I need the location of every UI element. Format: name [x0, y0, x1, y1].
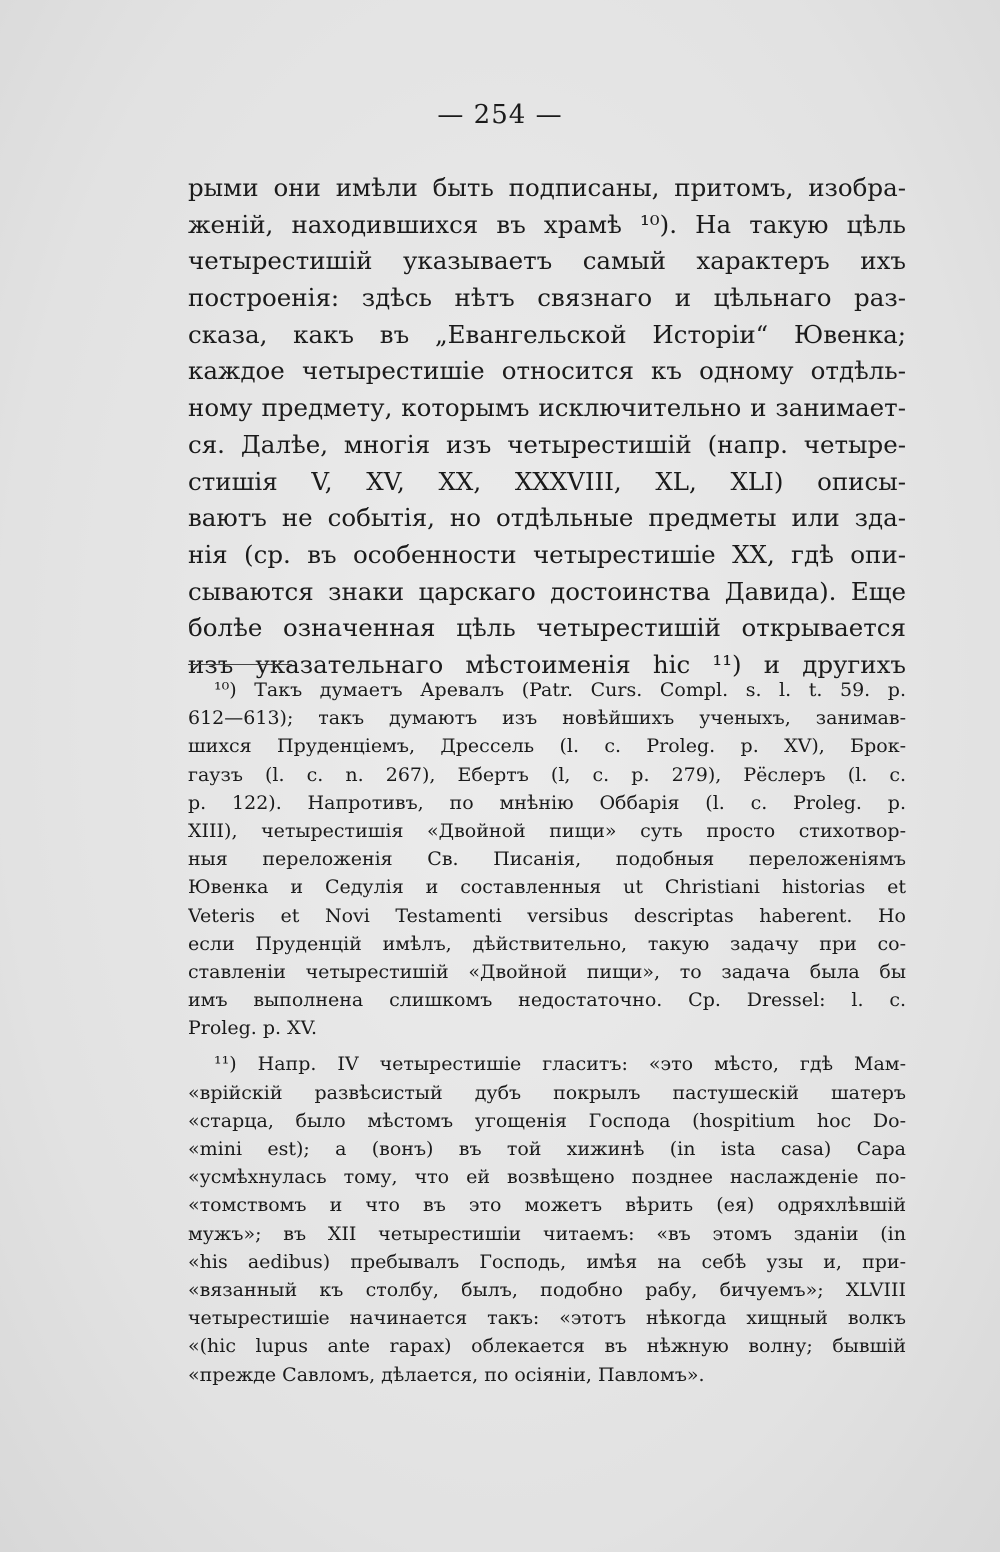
footnote-line: Ювенка и Седулія и составленныя ut Christiani historias et: [188, 876, 906, 899]
footnote-line: 612—613); такъ думаютъ изъ новѣйшихъ ученыхъ, занимав-: [188, 707, 906, 730]
footnote-line: если Пруденцій имѣлъ, дѣйствительно, такую задачу при со-: [188, 932, 906, 955]
body-line: четырестишій указываетъ самый характеръ ихъ: [188, 246, 906, 276]
footnote-line: p. 122). Напротивъ, по мнѣнію Оббарія (l. c. Proleg. p.: [188, 791, 906, 814]
body-line: каждое четырестишіе относится къ одному отдѣль-: [188, 356, 906, 386]
page-number: — 254 —: [437, 100, 563, 130]
footnote-line: шихся Пруденціемъ, Дрессель (l. c. Proleg. p. XV), Брок-: [188, 735, 906, 758]
body-line: ному предмету, которымъ исключительно и занимает-: [188, 393, 906, 423]
footnote-line: «усмѣхнулась тому, что ей возвѣщено позднее наслажденіе по-: [188, 1166, 906, 1189]
footnote-line: четырестишіе начинается такъ: «этотъ нѣкогда хищный волкъ: [188, 1307, 906, 1330]
footnote-line: «врійскій развѣсистый дубъ покрылъ пастушескій шатеръ: [188, 1081, 906, 1104]
body-line: построенія: здѣсь нѣтъ связнаго и цѣльнаго раз-: [188, 283, 906, 313]
body-line: ся. Далѣе, многія изъ четырестишій (напр. четыре-: [188, 429, 906, 459]
footnote-line: ставленіи четырестишій «Двойной пищи», то задача была бы: [188, 960, 906, 983]
footnote-line: имъ выполнена слишкомъ недостаточно. Ср. Dressel: l. c.: [188, 989, 906, 1012]
footnote-line: Proleg. p. XV.: [188, 1017, 318, 1040]
footnote-line: ныя переложенія Св. Писанія, подобныя переложеніямъ: [188, 848, 906, 871]
body-line: изъ указательнаго мѣстоименія hic ¹¹) и другихъ: [188, 649, 906, 679]
body-line: болѣе означенная цѣль четырестишій открывается: [188, 613, 906, 643]
footnote-line: XIII), четырестишія «Двойной пищи» суть просто стихотвор-: [188, 819, 906, 842]
footnote-divider: [188, 664, 292, 665]
footnote-line: «(hic lupus ante rapax) облекается въ нѣжную волну; бывшій: [188, 1335, 906, 1358]
footnote-line: «вязанный къ столбу, былъ, подобно рабу, бичуемъ»; XLVIII: [188, 1278, 906, 1301]
main-paragraph: [188, 170, 906, 684]
body-line: рыми они имѣли быть подписаны, притомъ, изобра-: [188, 173, 906, 202]
footnote-11: [188, 1050, 906, 1388]
footnote-line: «his aedibus) пребывалъ Господь, имѣя на себѣ узы и, при-: [188, 1250, 906, 1273]
footnote-line: «прежде Савломъ, дѣлается, по осіяніи, Павломъ».: [188, 1363, 705, 1386]
body-line: стишія V, XV, XX, XXXVIII, XL, XLI) описы-: [188, 466, 906, 496]
body-line: нія (ср. въ особенности четырестишіе XX, гдѣ опи-: [188, 539, 906, 569]
footnote-line: гаузъ (l. c. n. 267), Ебертъ (l, c. p. 279), Рёслеръ (l. c.: [188, 763, 906, 786]
body-line: ваютъ не событія, но отдѣльные предметы или зда-: [188, 503, 906, 533]
body-line: сываются знаки царскаго достоинства Давида). Еще: [188, 576, 906, 606]
footnote-line: Veteris et Novi Testamenti versibus descriptas haberent. Но: [188, 904, 906, 927]
footnote-line: «mini est); а (вонъ) въ той хижинѣ (in ista casa) Сара: [188, 1138, 906, 1160]
body-line: сказа, какъ въ „Евангельской Исторіи“ Ювенка;: [188, 319, 906, 349]
footnote-line: «томствомъ и что въ это можетъ вѣрить (ея) одряхлѣвшій: [188, 1194, 906, 1217]
footnote-line: ¹⁰) Такъ думаетъ Аревалъ (Patr. Curs. Compl. s. l. t. 59. p.: [214, 679, 906, 701]
footnote-10: [188, 676, 906, 1042]
footnote-line: ¹¹) Напр. IV четырестишіе гласитъ: «это мѣсто, гдѣ Мам-: [214, 1053, 906, 1076]
footnotes: [188, 676, 906, 1389]
body-line: женій, находившихся въ храмѣ ¹⁰). На такую цѣль: [188, 209, 906, 239]
footnote-line: «старца, было мѣстомъ угощенія Господа (hospitium hoc Do-: [188, 1109, 906, 1132]
footnote-line: мужъ»; въ XII четырестишіи читаемъ: «въ этомъ зданіи (in: [188, 1222, 906, 1245]
